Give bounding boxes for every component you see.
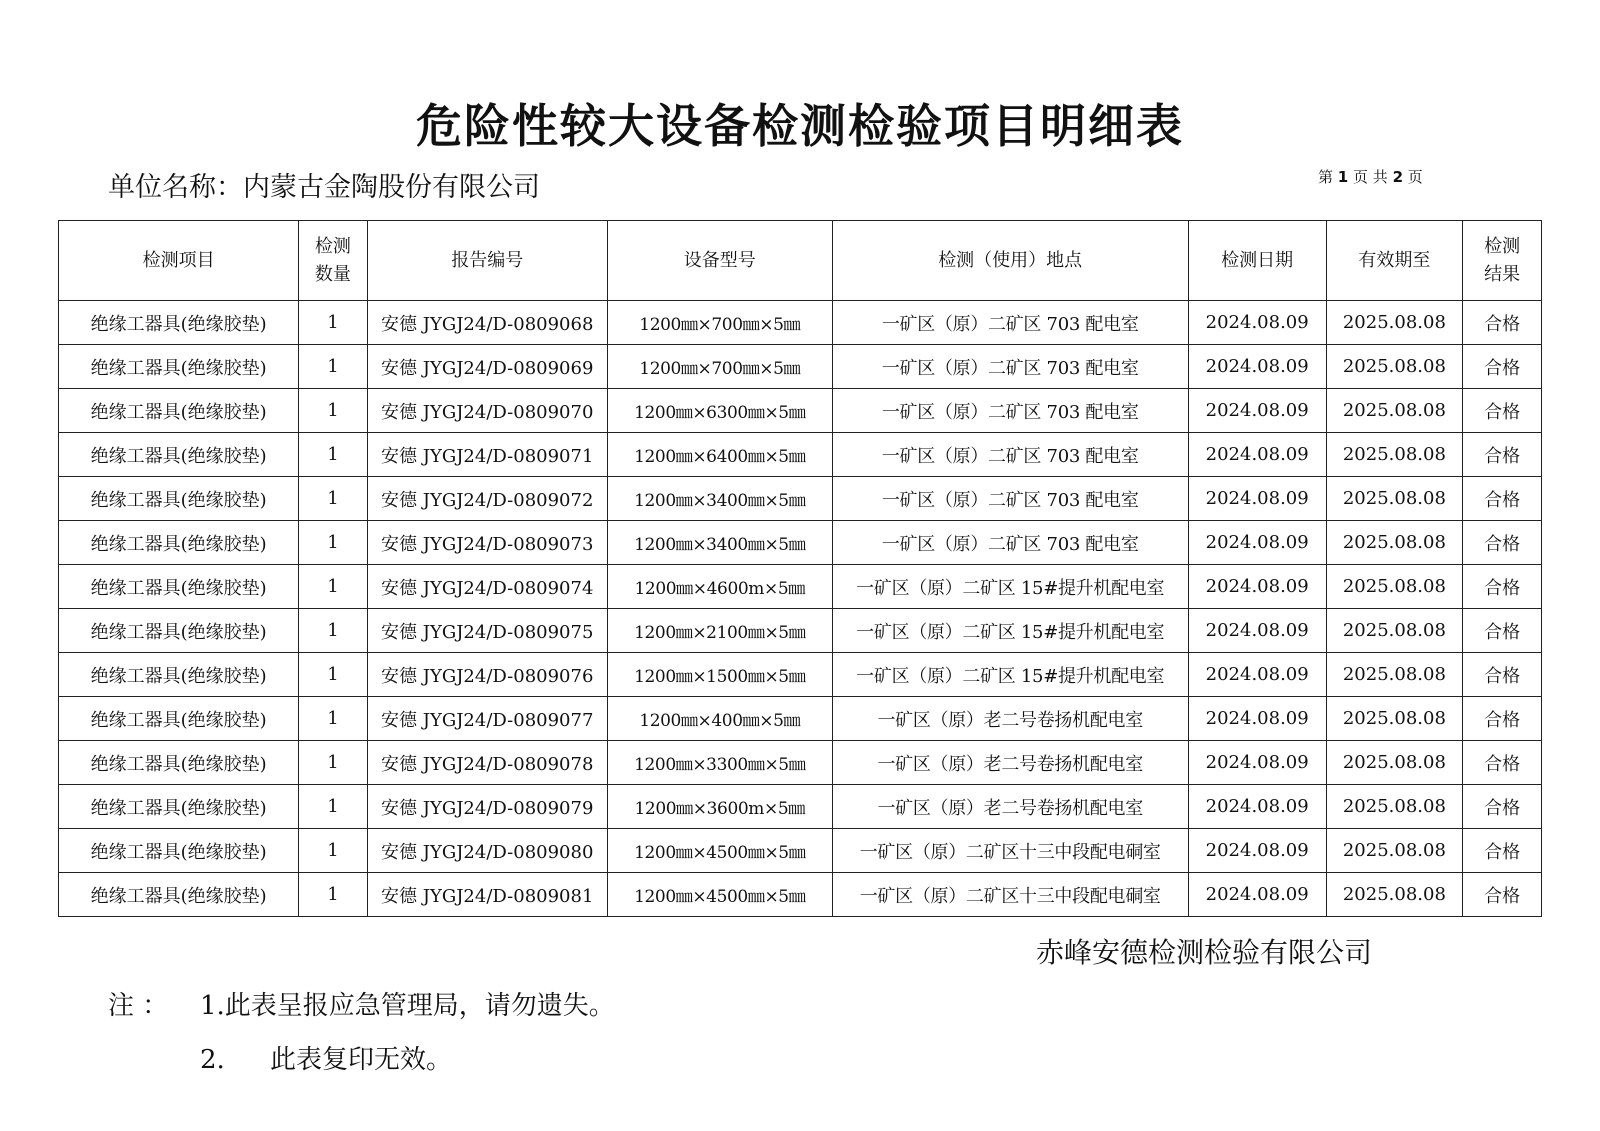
cell-test-date: 2024.08.09 [1188,873,1326,917]
cell-qty: 1 [299,477,367,521]
header-model: 设备型号 [607,221,832,301]
cell-report-number: 安德 JYGJ24/D-0809081 [367,873,607,917]
cell-item: 绝缘工器具(绝缘胶垫) [59,829,299,873]
cell-item: 绝缘工器具(绝缘胶垫) [59,521,299,565]
cell-report-number: 安德 JYGJ24/D-0809068 [367,301,607,345]
cell-location: 一矿区（原）老二号卷扬机配电室 [832,697,1188,741]
inspection-table [58,220,1542,917]
cell-test-date: 2024.08.09 [1188,565,1326,609]
cell-valid-until: 2025.08.08 [1326,389,1463,433]
cell-test-date: 2024.08.09 [1188,345,1326,389]
table-row [59,433,1542,477]
cell-report-number: 安德 JYGJ24/D-0809070 [367,389,607,433]
table-row [59,565,1542,609]
cell-qty: 1 [299,741,367,785]
cell-model: 1200㎜×6400㎜×5㎜ [607,433,832,477]
cell-model: 1200㎜×2100㎜×5㎜ [607,609,832,653]
page-total: 2 [1392,168,1404,186]
table-row [59,697,1542,741]
table-row [59,521,1542,565]
cell-report-number: 安德 JYGJ24/D-0809074 [367,565,607,609]
cell-result: 合格 [1463,477,1542,521]
cell-location: 一矿区（原）二矿区 15#提升机配电室 [832,565,1188,609]
header-date: 检测日期 [1188,221,1326,301]
cell-test-date: 2024.08.09 [1188,521,1326,565]
cell-result: 合格 [1463,741,1542,785]
cell-qty: 1 [299,785,367,829]
cell-location: 一矿区（原）二矿区十三中段配电硐室 [832,829,1188,873]
cell-qty: 1 [299,653,367,697]
table-row [59,389,1542,433]
cell-model: 1200㎜×3400㎜×5㎜ [607,477,832,521]
header-location: 检测（使用）地点 [832,221,1188,301]
cell-qty: 1 [299,565,367,609]
cell-report-number: 安德 JYGJ24/D-0809069 [367,345,607,389]
cell-result: 合格 [1463,829,1542,873]
header-valid: 有效期至 [1326,221,1463,301]
cell-result: 合格 [1463,785,1542,829]
cell-report-number: 安德 JYGJ24/D-0809077 [367,697,607,741]
document-title: 危险性较大设备检测检验项目明细表 [416,99,1184,153]
cell-test-date: 2024.08.09 [1188,653,1326,697]
cell-item: 绝缘工器具(绝缘胶垫) [59,301,299,345]
table-header-row [59,221,1542,301]
table-row [59,477,1542,521]
page-prefix: 第 [1318,168,1334,186]
cell-location: 一矿区（原）二矿区 15#提升机配电室 [832,609,1188,653]
cell-location: 一矿区（原）老二号卷扬机配电室 [832,741,1188,785]
cell-qty: 1 [299,697,367,741]
cell-qty: 1 [299,609,367,653]
cell-model: 1200㎜×1500㎜×5㎜ [607,653,832,697]
cell-test-date: 2024.08.09 [1188,301,1326,345]
cell-location: 一矿区（原）二矿区 703 配电室 [832,389,1188,433]
cell-report-number: 安德 JYGJ24/D-0809078 [367,741,607,785]
cell-valid-until: 2025.08.08 [1326,873,1463,917]
cell-test-date: 2024.08.09 [1188,477,1326,521]
cell-model: 1200㎜×3400㎜×5㎜ [607,521,832,565]
cell-valid-until: 2025.08.08 [1326,433,1463,477]
cell-model: 1200㎜×4600m×5㎜ [607,565,832,609]
cell-result: 合格 [1463,609,1542,653]
header-qty-label: 检测数量 [314,235,351,285]
note-2-number: 2. [200,1045,225,1075]
cell-item: 绝缘工器具(绝缘胶垫) [59,433,299,477]
cell-result: 合格 [1463,345,1542,389]
cell-valid-until: 2025.08.08 [1326,829,1463,873]
cell-item: 绝缘工器具(绝缘胶垫) [59,389,299,433]
cell-valid-until: 2025.08.08 [1326,521,1463,565]
note-2-text: 此表复印无效。 [270,1045,453,1075]
page-info [1318,166,1423,188]
cell-location: 一矿区（原）二矿区 703 配电室 [832,521,1188,565]
cell-model: 1200㎜×3300㎜×5㎜ [607,741,832,785]
cell-result: 合格 [1463,433,1542,477]
cell-model: 1200㎜×400㎜×5㎜ [607,697,832,741]
cell-location: 一矿区（原）二矿区 703 配电室 [832,345,1188,389]
page-current: 1 [1337,168,1349,186]
cell-model: 1200㎜×4500㎜×5㎜ [607,873,832,917]
cell-result: 合格 [1463,301,1542,345]
cell-result: 合格 [1463,697,1542,741]
cell-valid-until: 2025.08.08 [1326,741,1463,785]
cell-test-date: 2024.08.09 [1188,741,1326,785]
unit-name: 单位名称：内蒙古金陶股份有限公司 [108,172,540,203]
cell-qty: 1 [299,521,367,565]
cell-item: 绝缘工器具(绝缘胶垫) [59,345,299,389]
note-1: 1.此表呈报应急管理局，请勿遗失。 [200,991,615,1021]
cell-item: 绝缘工器具(绝缘胶垫) [59,565,299,609]
cell-model: 1200㎜×4500㎜×5㎜ [607,829,832,873]
cell-item: 绝缘工器具(绝缘胶垫) [59,697,299,741]
cell-test-date: 2024.08.09 [1188,389,1326,433]
cell-model: 1200㎜×3600m×5㎜ [607,785,832,829]
cell-report-number: 安德 JYGJ24/D-0809079 [367,785,607,829]
header-result-label: 检测结果 [1484,235,1521,285]
cell-qty: 1 [299,345,367,389]
table-row [59,741,1542,785]
cell-result: 合格 [1463,873,1542,917]
table-row [59,829,1542,873]
cell-location: 一矿区（原）二矿区十三中段配电硐室 [832,873,1188,917]
cell-report-number: 安德 JYGJ24/D-0809076 [367,653,607,697]
cell-model: 1200㎜×6300㎜×5㎜ [607,389,832,433]
cell-qty: 1 [299,873,367,917]
cell-report-number: 安德 JYGJ24/D-0809071 [367,433,607,477]
cell-report-number: 安德 JYGJ24/D-0809080 [367,829,607,873]
cell-result: 合格 [1463,389,1542,433]
cell-item: 绝缘工器具(绝缘胶垫) [59,873,299,917]
cell-valid-until: 2025.08.08 [1326,477,1463,521]
cell-item: 绝缘工器具(绝缘胶垫) [59,477,299,521]
cell-model: 1200㎜×700㎜×5㎜ [607,345,832,389]
table-row [59,873,1542,917]
cell-report-number: 安德 JYGJ24/D-0809072 [367,477,607,521]
cell-item: 绝缘工器具(绝缘胶垫) [59,785,299,829]
cell-valid-until: 2025.08.08 [1326,345,1463,389]
cell-valid-until: 2025.08.08 [1326,653,1463,697]
table-row [59,609,1542,653]
cell-valid-until: 2025.08.08 [1326,301,1463,345]
page-middle: 页 共 [1353,168,1388,186]
cell-item: 绝缘工器具(绝缘胶垫) [59,609,299,653]
cell-qty: 1 [299,433,367,477]
cell-test-date: 2024.08.09 [1188,433,1326,477]
table-row [59,653,1542,697]
page-suffix: 页 [1407,168,1423,186]
cell-location: 一矿区（原）二矿区 703 配电室 [832,433,1188,477]
cell-qty: 1 [299,389,367,433]
cell-result: 合格 [1463,521,1542,565]
cell-item: 绝缘工器具(绝缘胶垫) [59,741,299,785]
cell-model: 1200㎜×700㎜×5㎜ [607,301,832,345]
table-row [59,345,1542,389]
cell-test-date: 2024.08.09 [1188,829,1326,873]
header-item: 检测项目 [59,221,299,301]
table-body [59,301,1542,917]
header-qty [299,221,367,301]
cell-item: 绝缘工器具(绝缘胶垫) [59,653,299,697]
issuing-company: 赤峰安德检测检验有限公司 [1036,936,1373,969]
cell-valid-until: 2025.08.08 [1326,697,1463,741]
table-row [59,785,1542,829]
cell-valid-until: 2025.08.08 [1326,785,1463,829]
cell-result: 合格 [1463,565,1542,609]
cell-report-number: 安德 JYGJ24/D-0809075 [367,609,607,653]
cell-result: 合格 [1463,653,1542,697]
cell-valid-until: 2025.08.08 [1326,609,1463,653]
cell-test-date: 2024.08.09 [1188,609,1326,653]
cell-location: 一矿区（原）二矿区 703 配电室 [832,477,1188,521]
header-report: 报告编号 [367,221,607,301]
cell-valid-until: 2025.08.08 [1326,565,1463,609]
cell-test-date: 2024.08.09 [1188,697,1326,741]
cell-location: 一矿区（原）二矿区 703 配电室 [832,301,1188,345]
cell-report-number: 安德 JYGJ24/D-0809073 [367,521,607,565]
cell-test-date: 2024.08.09 [1188,785,1326,829]
note-label: 注 ： [108,991,169,1021]
cell-location: 一矿区（原）老二号卷扬机配电室 [832,785,1188,829]
cell-qty: 1 [299,301,367,345]
cell-location: 一矿区（原）二矿区 15#提升机配电室 [832,653,1188,697]
table-row [59,301,1542,345]
header-result [1463,221,1542,301]
cell-qty: 1 [299,829,367,873]
